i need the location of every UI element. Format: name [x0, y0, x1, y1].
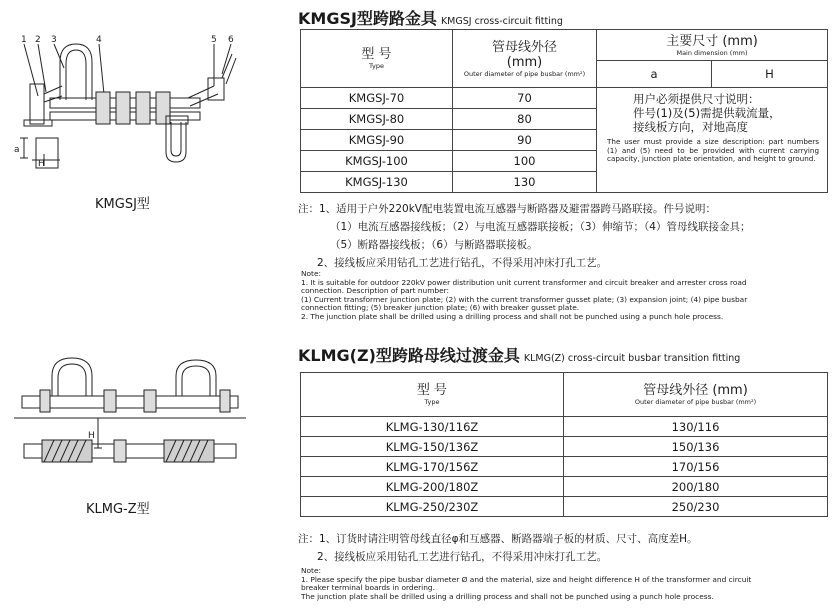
kmgsj-note-en-line: Note: [301, 269, 321, 278]
kmgsj-label-2: 2 [35, 35, 41, 45]
kmgsj-label-5: 5 [211, 35, 217, 45]
kmgsj-cell-type: KMGSJ-70 [301, 88, 453, 109]
dim-note-line-1: 用户必须提供尺寸说明： [633, 92, 760, 106]
kmgsj-caption: KMGSJ型 [95, 197, 150, 212]
kmgsj-label-1: 1 [21, 35, 27, 45]
klmg-label-h: H [88, 431, 95, 441]
kmgsj-note-en-line: 1. It is suitable for outdoor 220kV power distribution unit current transformer and circuit breaker and arrester cross road [301, 277, 747, 287]
kmgsj-table [300, 29, 828, 193]
klmg-title [298, 343, 740, 366]
kmgsj-header-type: 型 号 Type [301, 30, 453, 88]
kmgsj-header-diameter: 管母线外径 (mm) Outer diameter of pipe busbar (mm²) [453, 30, 597, 88]
klmg-cell-diameter: 130/116 [564, 417, 828, 437]
kmgsj-cell-type: KMGSJ-90 [301, 130, 453, 151]
kmgsj-header-h: H [712, 61, 828, 88]
klmg-cell-diameter: 150/136 [564, 437, 828, 457]
klmg-cell-diameter: 200/180 [564, 477, 828, 497]
kmgsj-note-en-line: connection fitting; (5) breaker junction plate; (6) with breaker gusset plate. [301, 303, 580, 313]
klmg-cell-diameter: 250/230 [564, 497, 828, 517]
kmgsj-note-en-line: (1) Current transformer junction plate; (2) with the current transformer gusset plate; (3) expansion joint; (4) pipe busbar [301, 294, 748, 304]
table-row [301, 477, 828, 497]
table-row [301, 457, 828, 477]
klmg-caption: KLMG-Z型 [86, 502, 150, 517]
kmgsj-note-1: 注：1、适用于户外220kV配电装置电流互感器与断路器及避雷器跨马路联接。件号说明： [298, 203, 716, 215]
klmg-note-en-line: The junction plate shall be drilled using a drilling process and shall not be punched using a punch hole process. [301, 591, 714, 601]
kmgsj-title [298, 6, 563, 29]
kmgsj-cell-type: KMGSJ-80 [301, 109, 453, 130]
kmgsj-note-en-line: connection. Description of part number: [301, 286, 450, 296]
kmgsj-label-6: 6 [228, 35, 234, 45]
kmgsj-label-3: 3 [51, 35, 57, 45]
klmg-note-1: 注：1、订货时请注明管母线直径φ和互感器、断路器端子板的材质、尺寸、高度差H。 [298, 533, 698, 545]
klmg-note-en-line: Note: [301, 566, 321, 575]
kmgsj-note-2: （1）电流互感器接线板；（2）与电流互感器联接板；（3）伸缩节；（4）管母线联接金具； [330, 221, 751, 233]
klmg-header-diameter: 管母线外径 (mm) Outer diameter of pipe busbar (mm²) [564, 373, 828, 417]
kmgsj-cell-type: KMGSJ-100 [301, 151, 453, 172]
klmg-title-en: KLMG(Z) cross-circuit busbar transition fitting [523, 353, 741, 364]
klmg-notes-en [301, 567, 751, 601]
klmg-note-en-line: 1. Please specify the pipe busbar diameter Ø and the material, size and height difference H of the transformer and circuit [301, 574, 752, 584]
kmgsj-label-a: a [14, 145, 20, 155]
klmg-note-2: 2、接线板应采用钻孔工艺进行钻孔，不得采用冲床打孔工艺。 [317, 551, 608, 563]
klmg-cell-type: KLMG-200/180Z [301, 477, 564, 497]
table-row [301, 88, 828, 109]
dim-note-line-2: 件号(1)及(5)需提供载流量， [633, 106, 781, 120]
kmgsj-cell-diameter: 90 [453, 130, 597, 151]
kmgsj-dimension-note [597, 88, 828, 193]
kmgsj-cell-type: KMGSJ-130 [301, 172, 453, 193]
kmgsj-header-a: a [597, 61, 712, 88]
table-row [301, 437, 828, 457]
klmg-header-type: 型 号 Type [301, 373, 564, 417]
klmg-cell-type: KLMG-150/136Z [301, 437, 564, 457]
kmgsj-cell-diameter: 100 [453, 151, 597, 172]
klmg-table [300, 372, 828, 517]
klmg-cell-type: KLMG-130/116Z [301, 417, 564, 437]
kmgsj-cell-diameter: 130 [453, 172, 597, 193]
dim-note-line-3: 接线板方向，对地高度 [633, 120, 748, 134]
dim-note-en: The user must provide a size description: part numbers (1) and (5) need to be provided with current carrying capacity, junction plate orientation, and height to ground. [607, 137, 820, 163]
klmg-cell-type: KLMG-250/230Z [301, 497, 564, 517]
kmgsj-label-4: 4 [96, 35, 102, 45]
kmgsj-note-4: 2、接线板应采用钻孔工艺进行钻孔，不得采用冲床打孔工艺。 [317, 257, 608, 269]
kmgsj-note-3: （5）断路器接线板；（6）与断路器联接板。 [330, 239, 538, 251]
klmg-drawing [14, 352, 246, 477]
table-row [301, 497, 828, 517]
kmgsj-cell-diameter: 70 [453, 88, 597, 109]
kmgsj-title-en: KMGSJ cross-circuit fitting [440, 16, 563, 27]
kmgsj-notes-en [301, 270, 747, 322]
kmgsj-header-dimension: 主要尺寸 (mm) Main dimension (mm) [597, 30, 828, 61]
klmg-cell-type: KLMG-170/156Z [301, 457, 564, 477]
table-row [301, 417, 828, 437]
kmgsj-note-en-line: 2. The junction plate shall be drilled using a drilling process and shall not be punched using a punch hole process. [301, 311, 724, 321]
kmgsj-title-cn: KMGSJ型跨路金具 [298, 9, 437, 28]
kmgsj-cell-diameter: 80 [453, 109, 597, 130]
klmg-title-cn: KLMG(Z)型跨路母线过渡金具 [298, 346, 520, 365]
klmg-cell-diameter: 170/156 [564, 457, 828, 477]
kmgsj-label-h: H [38, 159, 45, 169]
kmgsj-drawing [8, 34, 244, 184]
klmg-note-en-line: breaker terminal boards in ordering. [301, 583, 435, 593]
